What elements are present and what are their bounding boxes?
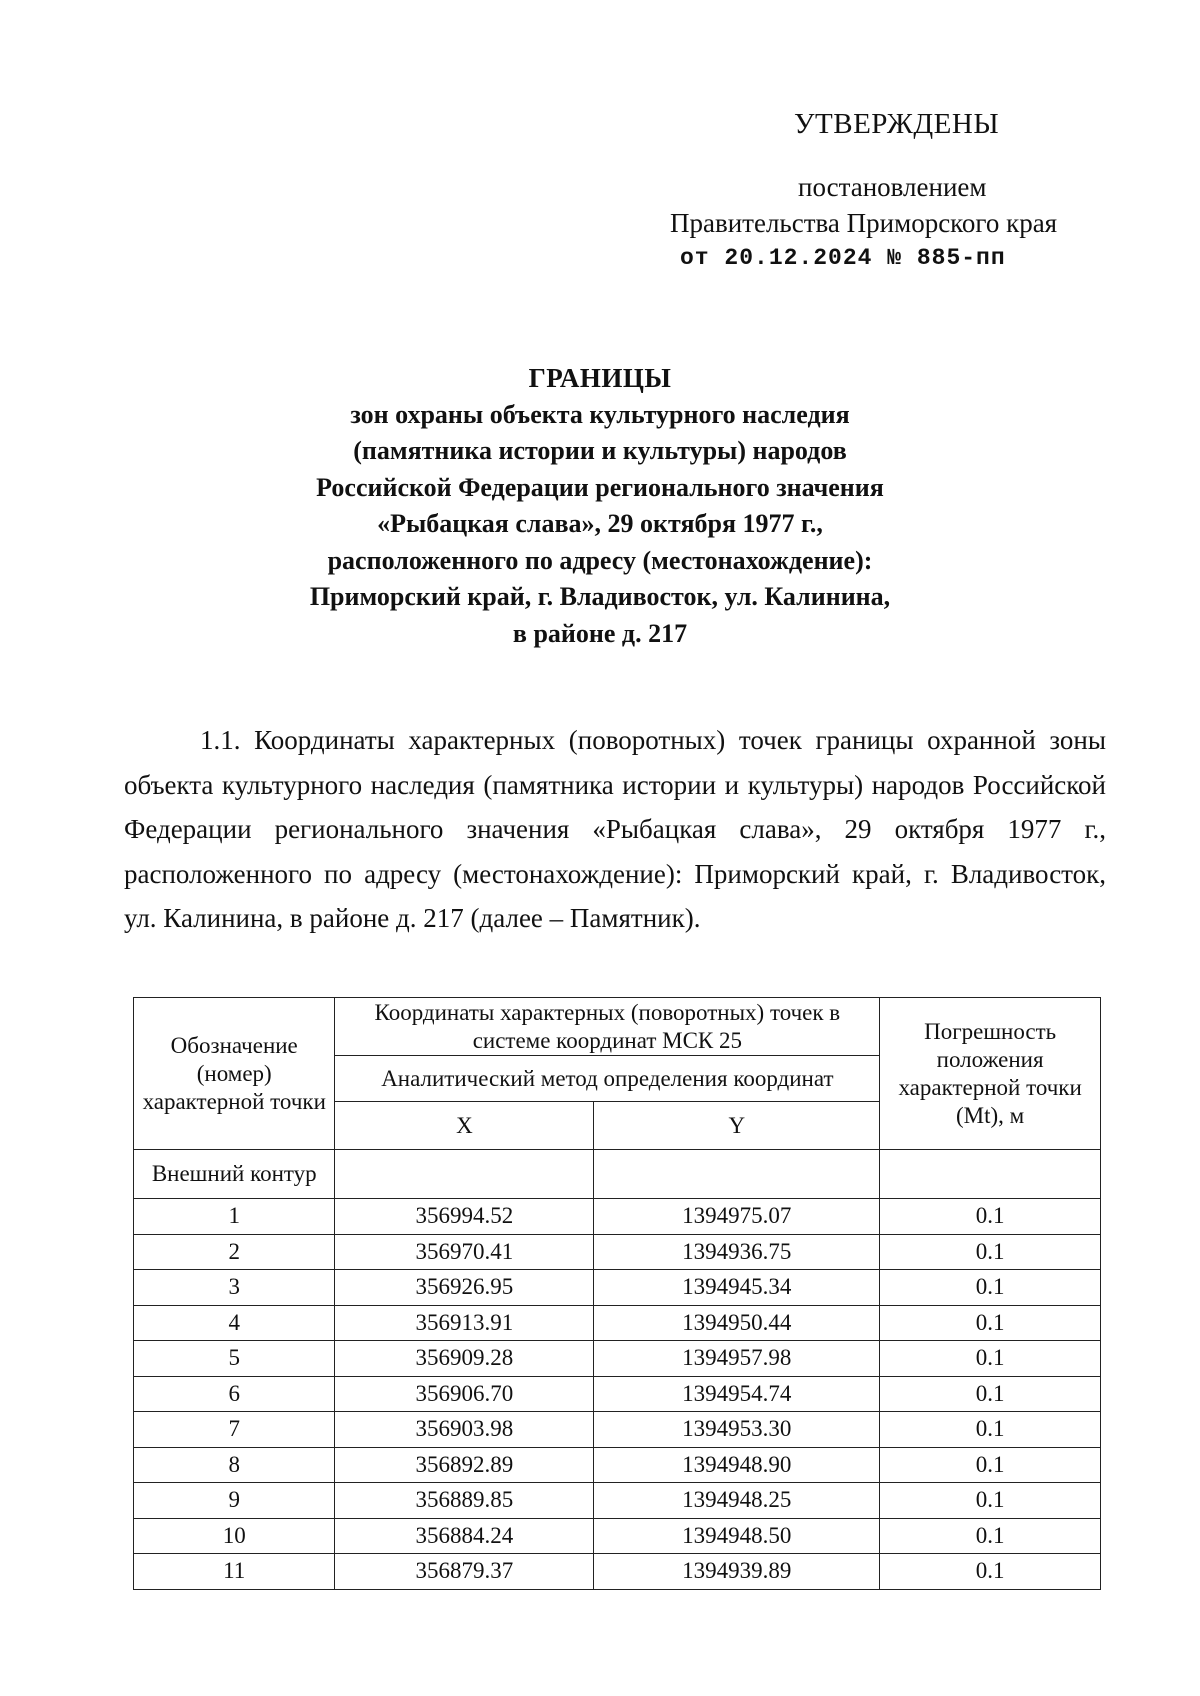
point-y: 1394950.44 [594,1305,880,1341]
title-line: зон охраны объекта культурного наследия [350,399,850,429]
point-x: 356879.37 [335,1554,594,1590]
approval-heading: УТВЕРЖДЕНЫ [794,108,1000,140]
table-row [134,1270,1101,1306]
point-y: 1394945.34 [594,1270,880,1306]
point-error: 0.1 [880,1483,1101,1519]
title-main: ГРАНИЦЫ [528,363,672,393]
point-y: 1394957.98 [594,1341,880,1377]
header-error: Погрешность положения характерной точки (Mt), м [880,998,1101,1150]
point-x: 356884.24 [335,1518,594,1554]
table-row [134,1412,1101,1448]
point-y: 1394954.74 [594,1376,880,1412]
point-x: 356909.28 [335,1341,594,1377]
point-x: 356994.52 [335,1199,594,1235]
point-x: 356913.91 [335,1305,594,1341]
table-row [134,1341,1101,1377]
contour-empty [335,1150,594,1199]
approval-line-1: постановлением [798,172,987,202]
point-number: 11 [134,1554,335,1590]
intro-text: 1.1. Координаты характерных (поворотных) точек границы охранной зоны объекта культурного наследия (памятника истории и культуры) народов Российской Федерации регионального значения «Рыбацкая слава», 29 октября 1977 г., расположенного по адресу (местонахождение): Приморский край, г. Владивосток, ул. Калинина, в районе д. 217 (далее – Памятник). [124,725,1106,933]
header-coords: Координаты характерных (поворотных) точек в системе координат МСК 25 [335,998,880,1056]
approval-line-2: Правительства Приморского края [670,208,1058,238]
intro-paragraph [124,718,1106,941]
point-y: 1394939.89 [594,1554,880,1590]
point-number: 9 [134,1483,335,1519]
table-row [134,1305,1101,1341]
point-number: 7 [134,1412,335,1448]
contour-label: Внешний контур [134,1150,335,1199]
point-error: 0.1 [880,1518,1101,1554]
point-x: 356906.70 [335,1376,594,1412]
point-x: 356970.41 [335,1234,594,1270]
header-method: Аналитический метод определения координат [335,1056,880,1102]
point-number: 5 [134,1341,335,1377]
header-y: Y [594,1102,880,1150]
table-row [134,1234,1101,1270]
table-row [134,1554,1101,1590]
point-error: 0.1 [880,1199,1101,1235]
title-line: (памятника истории и культуры) народов [353,436,847,465]
document-title [120,360,1080,652]
table-row [134,1447,1101,1483]
title-line: расположенного по адресу (местонахождение): [327,545,873,575]
table-row [134,1518,1101,1554]
point-y: 1394948.50 [594,1518,880,1554]
point-number: 8 [134,1447,335,1483]
point-y: 1394953.30 [594,1412,880,1448]
point-error: 0.1 [880,1447,1101,1483]
point-number: 10 [134,1518,335,1554]
header-point: Обозначение (номер) характерной точки [134,998,335,1150]
point-number: 2 [134,1234,335,1270]
contour-empty [594,1150,880,1199]
point-y: 1394936.75 [594,1234,880,1270]
point-y: 1394948.25 [594,1483,880,1519]
point-error: 0.1 [880,1305,1101,1341]
point-x: 356926.95 [335,1270,594,1306]
title-line: в районе д. 217 [512,618,688,648]
header-x: X [335,1102,594,1150]
table-row [134,1199,1101,1235]
point-error: 0.1 [880,1412,1101,1448]
decree-number: от 20.12.2024 № 885-пп [680,245,1006,271]
title-line: «Рыбацкая слава», 29 октября 1977 г., [377,509,823,538]
point-x: 356889.85 [335,1483,594,1519]
point-x: 356903.98 [335,1412,594,1448]
point-error: 0.1 [880,1234,1101,1270]
point-number: 6 [134,1376,335,1412]
coordinates-table [133,997,1101,1590]
point-error: 0.1 [880,1554,1101,1590]
point-number: 4 [134,1305,335,1341]
point-number: 3 [134,1270,335,1306]
table-row [134,1483,1101,1519]
approval-block [670,108,1100,271]
point-error: 0.1 [880,1341,1101,1377]
title-line: Российской Федерации регионального значения [316,472,884,502]
point-error: 0.1 [880,1270,1101,1306]
point-number: 1 [134,1199,335,1235]
point-x: 356892.89 [335,1447,594,1483]
title-line: Приморский край, г. Владивосток, ул. Калинина, [309,582,891,611]
point-y: 1394948.90 [594,1447,880,1483]
contour-empty [880,1150,1101,1199]
point-error: 0.1 [880,1376,1101,1412]
table-row [134,1376,1101,1412]
point-y: 1394975.07 [594,1199,880,1235]
